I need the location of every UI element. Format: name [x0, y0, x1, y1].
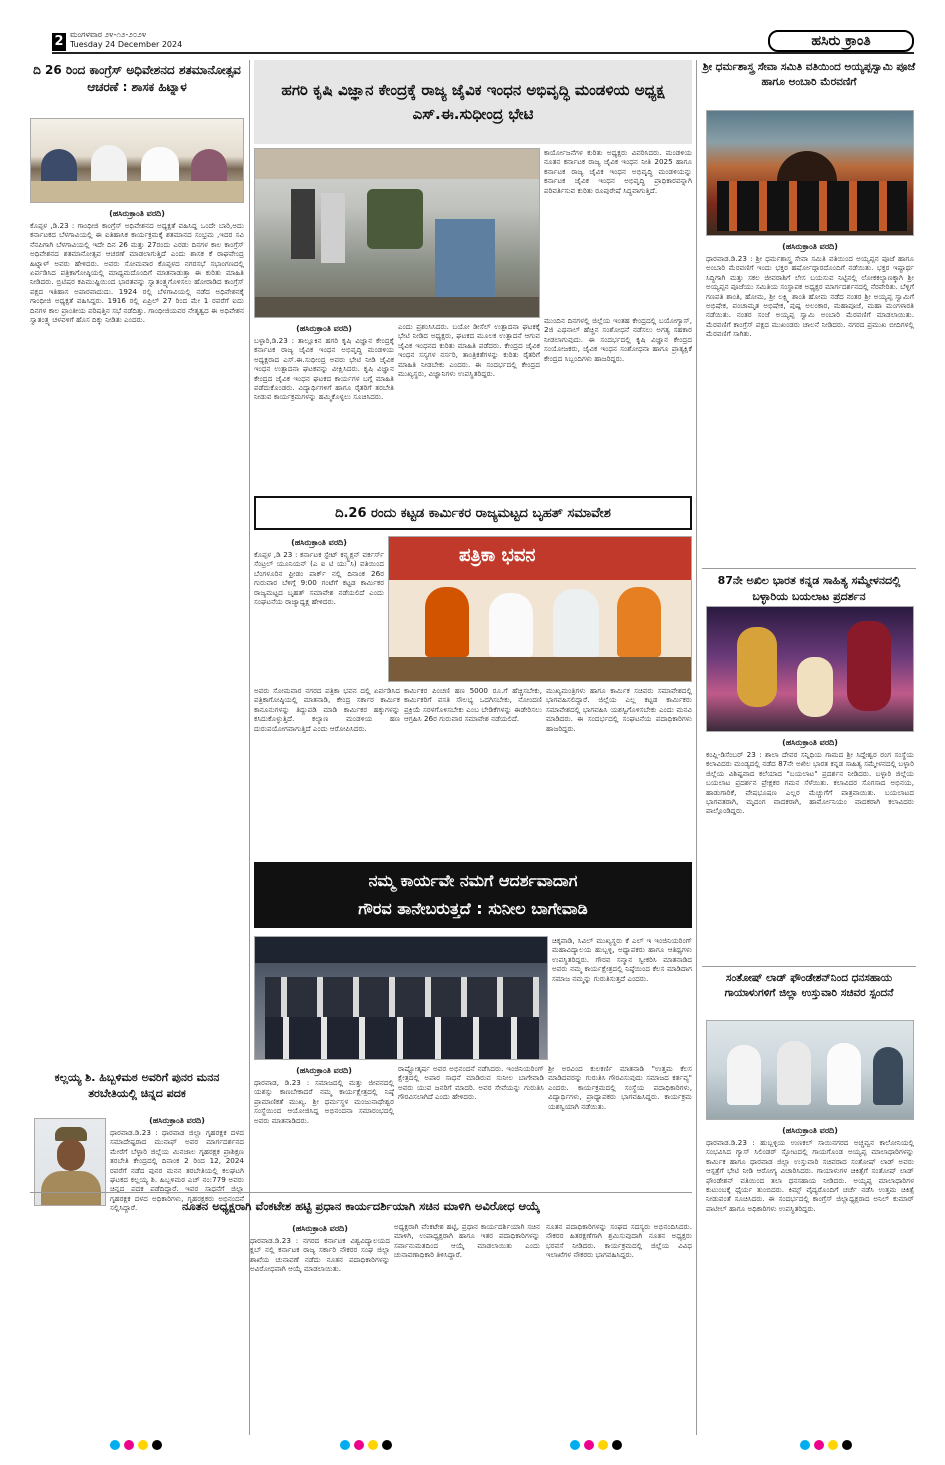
press-banner-text: ಪತ್ರಿಕಾ ಭವನ: [459, 545, 536, 566]
headline-medal: ಕಲ್ಲಯ್ಯ ಶಿ. ಹಿಬ್ಬಳಿಮಠ ಅವರಿಗೆ ಪುನರ ಮನನ ತರಬೇತಿಯಲ್ಲಿ ಚಿನ್ನದ ಪದಕ: [54, 1071, 220, 1100]
santosh-body: [706, 1124, 914, 1434]
byline-sunil: (ಹಸಿರುಕ್ರಾಂತಿ ವರದಿ): [296, 1066, 352, 1075]
body-venkatesh-2: ಅಧ್ಯಕ್ಷರಾಗಿ ವೆಂಕಟೇಶ ಹಟ್ಟಿ, ಪ್ರಧಾನ ಕಾರ್ಯದರ್ಶಿಯಾಗಿ ಸಚಿನ ಮಾಳಿಗಿ, ಉಪಾಧ್ಯಕ್ಷರಾಗಿ ಹಾಗೂ ಇತರ ಪದಾಧಿಕಾರಿಗಳನ್ನು ಸರ್ವಾನುಮತದಿಂದ ಆಯ್ಕೆ ಮಾಡಲಾಯಿತು ಎಂದು ಚುನಾವಣಾಧಿಕಾರಿ ತಿಳಿಸಿದ್ದಾರೆ.: [394, 1222, 540, 1260]
headline-biofuel-box: [254, 60, 692, 144]
body-labour-c1: ಅವರು ಸೋಮವಾರ ನಗರದ ಪತ್ರಿಕಾ ಭವನ ದಲ್ಲಿ ಏರ್ಪಡಿಸಿದ ಪತ್ರಿಕಾಗೋಷ್ಠಿಯಲ್ಲಿ ಮಾತನಾಡಿ, ಕೇಂದ್ರ ಸರ್ಕಾರ ಕಾರ್ಮಿಕ ಕಾನೂನುಗಳನ್ನು ತಿದ್ದುಪಡಿ ಮಾಡಿ ಕಾರ್ಮಿಕರ ಹಕ್ಕುಗಳನ್ನು ಕಸಿದುಕೊಳ್ಳುತ್ತಿದೆ. ಕಲ್ಯಾಣ ಮಂಡಳಿಯ ಹಣ ದುರುಪಯೋಗವಾಗುತ್ತಿದೆ ಎಂದು ಆರೋಪಿಸಿದರು.: [254, 686, 400, 733]
article-medal-body: [110, 1114, 244, 1128]
photo-meeting: [30, 118, 244, 203]
body-sunil-c1: ಧಾರವಾಡ, ಡಿ.23 : ಸಮಾಜದಲ್ಲಿ ಮತ್ತು ಜೀವನದಲ್ಲಿ ಯಶಸ್ಸು ಕಾಣಬೇಕಾದರೆ ನಮ್ಮ ಕಾರ್ಯಕ್ಷೇತ್ರದಲ್ಲಿ ನಿಷ್ಠೆ ಪ್ರಾಮಾಣಿಕತೆ ಮುಖ್ಯ. ಶ್ರೀ ಧರ್ಮಸ್ಥಳ ಮಂಜುನಾಥೇಶ್ವರ ಸಂಸ್ಥೆಯಿಂದ ಆಯೋಜಿಸಿದ್ದ ಅಭಿನಂದನಾ ಸಮಾರಂಭದಲ್ಲಿ ಅವರು ಮಾತನಾಡಿದರು.: [254, 1078, 394, 1125]
body-sunil-c2: ರಾಷ್ಟ್ರೋತ್ಕರ್ಷ ಅವರ ಅಭಿನಂದನೆ ನಡೆಸಿದರು. ಇಂಜಿನಿಯರಿಂಗ್ ಕ್ಷೇತ್ರದಲ್ಲಿ ಅಪಾರ ಸಾಧನೆ ಮಾಡಿರುವ ಸುನೀಲ ಬಾಗೇವಾಡಿ ಅವರು ಯುವ ಜನರಿಗೆ ಮಾದರಿ. ಅವರ ಸೇವೆಯನ್ನು ಗುರುತಿಸಿ ಗೌರವಿಸಲಾಗಿದೆ ಎಂದು ಹೇಳಿದರು.: [398, 1064, 544, 1102]
body-sunil-right: ಚಿಕ್ಕವಾಡಿ, ಸಿವಿಲ್ ಮುಖ್ಯಸ್ಥರು ಕೆ ಎಲ್ ಇ ಇಂಜಿನಿಯರಿಂಗ್ ಮಹಾವಿದ್ಯಾಲಯ ಹುಬ್ಬಳ್ಳಿ, ಅಧ್ಯಾಪಕರು ಹಾಗೂ ಆತಿಥ್ಯಗಳು ಉಪಸ್ಥಿತರಿದ್ದರು. ಗೌರವ ಸನ್ಮಾನ ಸ್ವೀಕರಿಸಿ ಮಾತನಾಡಿದ ಅವರು ನಮ್ಮ ಕಾರ್ಯಕ್ಷೇತ್ರದಲ್ಲಿ ನಿಷ್ಠೆಯಿಂದ ಕೆಲಸ ಮಾಡಿದಾಗ ಸಮಾಜ ನಮ್ಮನ್ನು ಗುರುತಿಸುತ್ತದೆ ಎಂದರು.: [552, 936, 692, 983]
byline-biofuel: (ಹಸಿರುಕ್ರಾಂತಿ ವರದಿ): [296, 324, 352, 333]
byline-santosh: (ಹಸಿರುಕ್ರಾಂತಿ ವರದಿ): [782, 1126, 838, 1135]
article-bayalata: [702, 568, 916, 605]
photo-bayalata: [706, 606, 914, 732]
banner-line-2: ಗೌರವ ತಾನೇಬರುತ್ತದೆ : ಸುನೀಲ ಬಾಗೇವಾಡಿ: [358, 899, 588, 918]
headline-biofuel: ಹಗರಿ ಕೃಷಿ ವಿಜ್ಞಾನ ಕೇಂದ್ರಕ್ಕೆ ರಾಜ್ಯ ಜೈವಿಕ ಇಂಧನ ಅಭಿವೃದ್ಧಿ ಮಂಡಳಿಯ ಅಧ್ಯಕ್ಷ ಎಸ್.ಈ.ಸುಧೀಂದ್ರ ಭೇಟಿ: [281, 81, 665, 123]
headline-labour: ದಿ.26 ರಂದು ಕಟ್ಟಡ ಕಾರ್ಮಿಕರ ರಾಜ್ಯಮಟ್ಟದ ಬೃಹತ್ ಸಮಾವೇಶ: [335, 505, 611, 521]
headline-ayyappa: ಶ್ರೀ ಧರ್ಮಶಾಸ್ತ್ರ ಸೇವಾ ಸಮಿತಿ ವತಿಯಿಂದ ಅಯ್ಯಪ್ಪಸ್ವಾಮಿ ಪೂಜೆ ಹಾಗೂ ಅಂಬಾರಿ ಮೆರವಣಿಗೆ: [702, 61, 916, 88]
banner-line-1: ನಮ್ಮ ಕಾರ್ಯವೇ ನಮಗೆ ಆದರ್ಶವಾದಾಗ: [368, 871, 578, 890]
labour-col-left: [254, 536, 384, 680]
body-ayyappa: ಧಾರವಾಡ.ಡಿ.23 : ಶ್ರೀ ಧರ್ಮಶಾಸ್ತ್ರ ಸೇವಾ ಸಮಿತಿ ವತಿಯಿಂದ ಅಯ್ಯಪ್ಪನ ಪೂಜೆ ಹಾಗೂ ಅಂಬಾರಿ ಮೆರವಣಿಗೆ ಇಂದು ಭಕ್ತರ ಹರ್ಷೋದ್ಗಾರದೊಂದಿಗೆ ನಡೆಯಿತು. ಭಕ್ತರ ಇಷ್ಟಾರ್ಥ ಸಿದ್ಧಿಗಾಗಿ ಮತ್ತು ಸಕಲ ಜೀವರಾಶಿಗೆ ಲೇಸ ಬಯಸುವ ನಿಟ್ಟಿನಲ್ಲಿ ಲೋಕಕಲ್ಯಾಣಕ್ಕಾಗಿ ಶ್ರೀ ಅಯ್ಯಪ್ಪನ ಪೂಜೆಯು ಸಮಿತಿಯ ಸಂಸ್ಥಾಪಕ ಅಧ್ಯಕ್ಷರ ಮಾರ್ಗದರ್ಶನದಲ್ಲಿ ನೆರವೇರಿತು. ಬೆಳ್ಳಿಗೆ ಗಣಪತಿ ಶಾಂತಿ, ಹೋಮ, ಶ್ರೀ ಲಕ್ಷ್ಮಿ ಶಾಂತಿ ಹೋಮ ನಡೆದ ನಂತರ ಶ್ರೀ ಅಯ್ಯಪ್ಪ ಸ್ವಾಮಿಗೆ ಅಭಿಷೇಕ, ಪಂಚಾಮೃತ ಅಭಿಷೇಕ, ಪುಷ್ಪ ಅಲಂಕಾರ, ಮಹಾಪೂಜೆ, ಮಹಾ ಮಂಗಳಾರತಿ ನಡೆಯಿತು. ನಂತರ ಸಂಜೆ ಅಯ್ಯಪ್ಪ ಸ್ವಾಮಿ ಅಂಬಾರಿ ಮೆರವಣಿಗೆ ಮಾಡಲಾಯಿತು. ಮೆರವಣಿಗೆ ಕಾಂಗ್ರೆಸ್ ಪಕ್ಷದ ಮುಖಂಡರು ಚಾಲನೆ ನೀಡಿದರು. ನಗರದ ಪ್ರಮುಖ ಬೀದಿಗಳಲ್ಲಿ ಮೆರವಣಿಗೆ ಸಾಗಿತು.: [706, 254, 914, 339]
registration-marks-4: [800, 1440, 852, 1450]
byline-bayalata: (ಹಸಿರುಕ್ರಾಂತಿ ವರದಿ): [782, 738, 838, 747]
body-medal: ಧಾರವಾಡ.ಡಿ.23 : ಧಾರವಾಡ ಜಿಲ್ಲಾ ಗೃಹರಕ್ಷಕ ದಳದ ಸಮಾದೇಷ್ಟರಾದ ಮುನಾಫ್ ಅವರ ಮಾರ್ಗದರ್ಶನದ ಮೇರೆಗೆ ಬೆಳ್ಳಾರಿ ಜಿಲ್ಲೆಯ ಮಿನಜಾಲ ಗೃಹರಕ್ಷಕ ಪ್ರಾಶಿಕ್ಷಣ ತರಬೇತಿ ಕೇಂದ್ರದಲ್ಲಿ ದಿನಾಂಕ 2 ರಿಂದ 12, 2024 ರವರೆಗೆ ನಡೆದ ಪುನರ ಮನನ ತರಬೇತಿಯಲ್ಲಿ ಕಲಘಟಗಿ ಘಟಕದ ಕಲ್ಲಯ್ಯ ಶಿ. ಹಿಬ್ಬಳಿಮಠ ಎಚ್ ನಂ:779 ಅವರು ಚಿನ್ನದ ಪದಕ ಪಡೆದಿದ್ದಾರೆ. ಇವರ ಸಾಧನೆಗೆ ಜಿಲ್ಲಾ ಗೃಹರಕ್ಷಕ ದಳದ ಅಧಿಕಾರಿಗಳು, ಗೃಹರಕ್ಷಕರು ಅಭಿನಂದನೆ ಸಲ್ಲಿಸಿದ್ದಾರೆ.: [110, 1128, 244, 1213]
registration-marks-3: [570, 1440, 622, 1450]
biofuel-col-right: [544, 148, 692, 486]
page-number: 2: [52, 33, 66, 51]
article-congress-body: [30, 207, 244, 1054]
registration-marks-2: [340, 1440, 392, 1450]
body-biofuel-mid: ಎಂದು ಪ್ರಶಂಸಿಸಿದರು. ಬಯೋ ಡೀಸೆಲ್ ಉತ್ಪಾದನಾ ಘಟಕಕ್ಕೆ ಭೇಟಿ ನೀಡಿದ ಅಧ್ಯಕ್ಷರು, ಘಟಕದ ಮೂಲಕ ಉತ್ಪಾದನೆ ಆಗುವ ಜೈವಿಕ ಇಂಧನದ ಕುರಿತು ಮಾಹಿತಿ ಪಡೆದರು. ಕೇಂದ್ರದ ಜೈವಿಕ ಇಂಧನ ಸಸ್ಯಗಳ ನರ್ಸರಿ, ತಾಂತ್ರಿಕತೆಗಳನ್ನು ಕುರಿತು ರೈತರಿಗೆ ಮಾಹಿತಿ ನೀಡಬೇಕು ಎಂದರು. ಈ ಸಂದರ್ಭದಲ್ಲಿ ಕೇಂದ್ರದ ಮುಖ್ಯಸ್ಥರು, ವಿಜ್ಞಾನಿಗಳು ಉಪಸ್ಥಿತರಿದ್ದರು.: [398, 322, 540, 379]
photo-hospital-visit: [706, 1020, 914, 1120]
biofuel-col-left: [254, 322, 394, 486]
date-local: ಮಂಗಳವಾರ ೨೪-೧೨-೨೦೨೪: [70, 30, 147, 39]
banner-sunil: [254, 862, 692, 928]
body-labour-c3: ಮುಖ್ಯಮಂತ್ರಿಗಳು ಹಾಗೂ ಕಾರ್ಮಿಕ ಸಚಿವರು ಸಮಾವೇಶದಲ್ಲಿ ಭಾಗವಹಿಸಲಿದ್ದಾರೆ. ಜಿಲ್ಲೆಯ ಎಲ್ಲ ಕಟ್ಟಡ ಕಾರ್ಮಿಕರು ಸಮಾವೇಶದಲ್ಲಿ ಭಾಗವಹಿಸಿ ಯಶಸ್ವಿಗೊಳಿಸಬೇಕು ಎಂದು ಮನವಿ ಮಾಡಿದರು. ಈ ಸಂದರ್ಭದಲ್ಲಿ ಸಂಘಟನೆಯ ಪದಾಧಿಕಾರಿಗಳು ಹಾಜರಿದ್ದರು.: [546, 686, 692, 733]
byline-venkatesh: (ಹಸಿರುಕ್ರಾಂತಿ ವರದಿ): [292, 1224, 348, 1233]
body-bayalata: ಕಂಪ್ಲಿ-ಡಿಸೆಂಬರ್ 23 : ಶಾಲಾ ದೇವರ ಸನ್ನಿಧಿಯ ಗಾಮದ ಶ್ರೀ ಸಿದ್ದೇಶ್ವರ ರಂಗ ಸಂಸ್ಥೆಯ ಕಲಾವಿದರು ಮಂಡ್ಯದಲ್ಲಿ ನಡೆದ 87ನೇ ಅಖಿಲ ಭಾರತ ಕನ್ನಡ ಸಾಹಿತ್ಯ ಸಮ್ಮೇಳನದಲ್ಲಿ ಬಳ್ಳಾರಿ ಜಿಲ್ಲೆಯ ವಿಶಿಷ್ಟವಾದ ಕಲೆಯಾದ "ಬಯಲಾಟ" ಪ್ರದರ್ಶನ ನೀಡಿದರು. ಬಳ್ಳಾರಿ ಜಿಲ್ಲೆಯ ಬಯಲಾಟ ಪ್ರದರ್ಶನ ಪ್ರೇಕ್ಷಕರ ಗಮನ ಸೆಳೆಯಿತು. ಕಲಾವಿದರ ಸೊಗಸಾದ ಅಭಿನಯ, ಹಾಡುಗಾರಿಕೆ, ವೇಷಭೂಷಣ ಎಲ್ಲರ ಮೆಚ್ಚುಗೆಗೆ ಪಾತ್ರವಾಯಿತು. ಬಯಲಾಟದ ಭಾಗವತರಾಗಿ, ಮೃದಂಗ ವಾದಕರಾಗಿ, ಹಾರ್ಮೋನಿಯಂ ವಾದಕರಾಗಿ ಕಲಾವಿದರು ಪಾಲ್ಗೊಂಡಿದ್ದರು.: [706, 750, 914, 816]
article-congress: [30, 62, 244, 96]
body-congress: ಕೊಪ್ಪಳ ,ಡಿ.23 : ಗಾಂಧೀಜಿ ಕಾಂಗ್ರೆಸ್ ಅಧಿವೇಶನದ ಅಧ್ಯಕ್ಷತೆ ವಹಿಸಿದ್ದ ಒಂದೇ ಬಾರಿ,ಅದು ಕರ್ನಾಟಕದ ಬೆಳಗಾವಿಯಲ್ಲಿ ಈ ಐತಿಹಾಸಿಕ ಕಾರ್ಯಕ್ರಮಕ್ಕೆ ಶತಮಾನದ ಸಂಭ್ರಮ ,ಇದರ ಸವಿ ನೆನಪಿಗಾಗಿ ಬೆಳಗಾವಿಯಲ್ಲಿ ಇದೇ ದಿನ 26 ಮತ್ತು 27ರಂದು ಎರಡು ದಿನಗಳ ಕಾಲ ಕಾಂಗ್ರೆಸ್ ಅಧಿವೇಶನದ ಶತಮಾನೋತ್ಸವ ಆಚರಣೆ ಮಾಡಲಾಗುತ್ತಿದೆ ಎಂದು ಶಾಸಕ ಕೆ ರಾಘವೇಂದ್ರ ಹಿಟ್ನಾಳ್ ಅವರು ಹೇಳಿದರು. ಅವರು ಸೋಮವಾರ ಕೊಪ್ಪಳದ ನಗರಸಭೆ ಸಭಾಂಗಣದಲ್ಲಿ ಏರ್ಪಡಿಸಿದ ಪತ್ರಿಕಾಗೋಷ್ಠಿಯಲ್ಲಿ ಮಾಧ್ಯಮದೊಂದಿಗೆ ಮಾತನಾಡುತ್ತಾ ಈ ಕುರಿತು ಮಾಹಿತಿ ನೀಡಿದರು. ಬ್ರಿಟಿಷರ ಕಪಿಮುಷ್ಟಿಯಿಂದ ಭಾರತವನ್ನು ಸ್ವಾತಂತ್ರ್ಯಗೊಳಿಸಲು ಹೋರಾಡಿದ ಕಾಂಗ್ರೆಸ್ ಪಕ್ಷದ ಇತಿಹಾಸ ಅಪಾರವಾದುದು. 1924 ರಲ್ಲಿ ಬೆಳಗಾವಿಯಲ್ಲಿ ನಡೆದ ಅಧಿವೇಶನಕ್ಕೆ ಗಾಂಧೀಜಿ ಅಧ್ಯಕ್ಷತೆ ವಹಿಸಿದ್ದರು. 1916 ರಲ್ಲಿ ಏಪ್ರಿಲ್ 27 ರಿಂದ ಮೇ 1 ರವರೆಗೆ ಐದು ದಿನಗಳ ಕಾಲ ಪ್ರಾಂತೀಯ ಪರಿಷತ್ತಿನ ಸಭೆ ನಡೆದಿತ್ತು. ಗಾಂಧೀಜಿಯವರ ನೇತೃತ್ವದ ಈ ಅಧಿವೇಶನ ಸ್ವಾತಂತ್ರ್ಯ ಚಳವಳಿಗೆ ಹೊಸ ದಿಕ್ಕು ನೀಡಿತು ಎಂದರು.: [30, 221, 244, 325]
photo-biofuel-lab: [254, 148, 540, 318]
headline-venkatesh: ನೂತನ ಅಧ್ಯಕ್ಷರಾಗಿ ವೆಂಕಟೇಶ ಹಟ್ಟಿ ಪ್ರಧಾನ ಕಾರ್ಯದರ್ಶಿಯಾಗಿ ಸಚಿನ ಮಾಳಿಗಿ ಅವಿರೋಧ ಆಯ್ಕೆ: [181, 1199, 541, 1213]
body-venkatesh-3: ನೂತನ ಪದಾಧಿಕಾರಿಗಳನ್ನು ಸಂಘದ ಸದಸ್ಯರು ಅಭಿನಂದಿಸಿದರು. ನೌಕರರ ಹಿತರಕ್ಷಣೆಗಾಗಿ ಶ್ರಮಿಸುವುದಾಗಿ ನೂತನ ಅಧ್ಯಕ್ಷರು ಭರವಸೆ ನೀಡಿದರು. ಕಾರ್ಯಕ್ರಮದಲ್ಲಿ ಜಿಲ್ಲೆಯ ವಿವಿಧ ಇಲಾಖೆಗಳ ನೌಕರರು ಭಾಗವಹಿಸಿದ್ದರು.: [546, 1222, 692, 1260]
venkatesh-col-1: [250, 1222, 390, 1426]
photo-procession: [706, 110, 914, 236]
photo-press-meet: [388, 536, 692, 682]
byline-labour: (ಹಸಿರುಕ್ರಾಂತಿ ವರದಿ): [291, 538, 347, 547]
brand-title: ಹಸಿರು ಕ್ರಾಂತಿ: [768, 30, 914, 52]
body-biofuel-r1: ಕಾರ್ಯೋಜನೆಗಳ ಕುರಿತು ಅಧ್ಯಕ್ಷರು ವಿವರಿಸಿದರು. ಮಂಡಳಿಯ ನೂತನ ಕರ್ನಾಟಕ ರಾಜ್ಯ ಜೈವಿಕ ಇಂಧನ ನೀತಿ 2025 ಹಾಗೂ ಕರ್ನಾಟಕ ರಾಜ್ಯ ಜೈವಿಕ ಇಂಧನ ಅಭಿವೃದ್ಧಿ ಮಂಡಳಿಯನ್ನು ಕರ್ನಾಟಕ ಜೈವಿಕ ಇಂಧನ ಅಭಿವೃದ್ಧಿ ಪ್ರಾಧಿಕಾರವನ್ನಾಗಿ ಪರಿವರ್ತಿಸುವ ಕುರಿತು ರೂಪುರೇಷೆ ಸಿದ್ಧವಾಗುತ್ತಿದೆ.: [544, 148, 692, 195]
venkatesh-headline-box: [30, 1192, 692, 1220]
body-labour-top: ಕೊಪ್ಪಳ ,ಡಿ 23 : ಕರ್ನಾಟಕ ಸ್ಟೇಟ್ ಕನ್ಸ್ಟ್ರಕ್ಷನ್ ವರ್ಕರ್ಸ್ ಸೆಂಟ್ರಲ್ ಯೂನಿಯನ್ (ಎ ಐ ಟಿ ಯು ಸಿ) ವತಿಯಿಂದ ಬೆಂಗಳೂರಿನ ಫ್ರೀಡಂ ಪಾರ್ಕ್ ನಲ್ಲಿ ದಿನಾಂಕ 26ರ ಗುರುವಾರ ಬೆಳಿಗ್ಗೆ 9:00 ಗಂಟೆಗೆ ಕಟ್ಟಡ ಕಾರ್ಮಿಕರ ರಾಜ್ಯಮಟ್ಟದ ಬೃಹತ್ ಸಮಾವೇಶ ನಡೆಯಲಿದೆ ಎಂದು ಸಂಘಟನೆಯ ರಾಜ್ಯಾಧ್ಯಕ್ಷ ಹೇಳಿದರು.: [254, 550, 384, 607]
headline-bayalata: 87ನೇ ಅಖಿಲ ಭಾರತ ಕನ್ನಡ ಸಾಹಿತ್ಯ ಸಮ್ಮೇಳನದಲ್ಲಿ ಬಳ್ಳಾರಿಯ ಬಯಲಾಟ ಪ್ರದರ್ಶನ: [717, 574, 901, 603]
registration-marks-1: [110, 1440, 162, 1450]
column-rule-right: [696, 60, 697, 1435]
bayalata-body: [706, 736, 914, 970]
byline-medal: (ಹಸಿರುಕ್ರಾಂತಿ ವರದಿ): [149, 1116, 205, 1125]
ayyappa-body: [706, 240, 914, 564]
labour-headline-box: [254, 496, 692, 530]
article-ayyappa: [702, 60, 916, 90]
masthead: [52, 30, 914, 54]
body-biofuel-r2: ಮುಂದಿನ ದಿನಗಳಲ್ಲಿ ಜಿಲ್ಲೆಯ ಇಂತಹ ಕೇಂದ್ರದಲ್ಲಿ ಬಯೋಗ್ಯಾಸ್, 2ಜಿ ಎಥನಾಲ್ ಹೆಚ್ಚಿನ ಸಂಶೋಧನೆ ನಡೆಸಲು ಅಗತ್ಯ ಸಹಕಾರ ನೀಡಲಾಗುವುದು. ಈ ಸಂದರ್ಭದಲ್ಲಿ ಕೃಷಿ ವಿಜ್ಞಾನ ಕೇಂದ್ರದ ಸಂಯೋಜಕರು, ಜೈವಿಕ ಇಂಧನ ಸಂಶೋಧನಾ ಹಾಗೂ ಪ್ರಾತ್ಯಕ್ಷಿಕೆ ಕೇಂದ್ರದ ಸಿಬ್ಬಂದಿಗಳು ಹಾಜರಿದ್ದರು.: [544, 316, 692, 363]
body-labour-c2: ಕಾರ್ಮಿಕರ ಪಿಂಚಣಿ ಹಣ 5000 ರೂ.ಗೆ ಹೆಚ್ಚಿಸಬೇಕು, ಕಾರ್ಮಿಕರಿಗೆ ವಸತಿ ಸೌಲಭ್ಯ ಒದಗಿಸಬೇಕು, ನೋಂದಣಿ ಪ್ರಕ್ರಿಯೆ ಸರಳಗೊಳಿಸಬೇಕು ಎಂಬ ಬೇಡಿಕೆಗಳನ್ನು ಈಡೇರಿಸಲು ಆಗ್ರಹಿಸಿ 26ರ ಗುರುವಾರ ಸಮಾವೇಶ ನಡೆಯಲಿದೆ.: [404, 686, 542, 724]
sunil-col-1: [254, 1064, 394, 1186]
headline-congress: ದಿ 26 ರಿಂದ ಕಾಂಗ್ರೆಸ್ ಅಧಿವೇಶನದ ಶತಮಾನೋತ್ಸವ ಆಚರಣೆ : ಶಾಸಕ ಹಿಟ್ನಾಳ: [33, 63, 241, 94]
body-santosh: ಧಾರವಾಡ.ಡಿ.23 : ಹುಬ್ಬಳ್ಳಿಯ ಉಣಕಲ್ ಸಾಯಿನಗರದ ಅಚ್ಚವ್ವನ ಕಾಲೋನಿಯಲ್ಲಿ ಸಂಭವಿಸಿದ ಗ್ಯಾಸ್ ಸಿಲಿಂಡರ್ ಸ್ಫೋಟದಲ್ಲಿ ಗಾಯಗೊಂಡ ಅಯ್ಯಪ್ಪ ಮಾಲಾಧಾರಿಗಳನ್ನು ಕಾರ್ಮಿಕ ಹಾಗೂ ಧಾರವಾಡ ಜಿಲ್ಲಾ ಉಸ್ತುವಾರಿ ಸಚಿವರಾದ ಸಂತೋಷ್ ಲಾಡ್ ಅವರು ಆಸ್ಪತ್ರೆಗೆ ಭೇಟಿ ನೀಡಿ ಆರೋಗ್ಯ ವಿಚಾರಿಸಿದರು. ಗಾಯಾಳುಗಳ ಚಿಕಿತ್ಸೆಗೆ ಸಂತೋಷ್ ಲಾಡ್ ಫೌಂಡೇಶನ್ ವತಿಯಿಂದ ತಲಾ ಧನಸಹಾಯ ನೀಡಿದರು. ಅಯ್ಯಪ್ಪ ಮಾಲಾಧಾರಿಗಳ ಕುಟುಂಬಕ್ಕೆ ಧೈರ್ಯ ತುಂಬಿದರು. ಕಿಮ್ಸ್ ವೈದ್ಯರೊಂದಿಗೆ ಚರ್ಚೆ ನಡೆಸಿ ಉತ್ತಮ ಚಿಕಿತ್ಸೆ ನೀಡುವಂತೆ ಸೂಚಿಸಿದರು. ಈ ಸಂದರ್ಭದಲ್ಲಿ ಕಾಂಗ್ರೆಸ್ ಜಿಲ್ಲಾಧ್ಯಕ್ಷರಾದ ಅನಿಲ್ ಕುಮಾರ್ ಪಾಟೀಲ್ ಹಾಗೂ ಅಧಿಕಾರಿಗಳು ಉಪಸ್ಥಿತರಿದ್ದರು.: [706, 1138, 914, 1213]
article-santosh: [702, 966, 916, 1001]
body-sunil-c3: ಶ್ರೀ ಅರವಿಂದ ಕುಲಕರ್ಣಿ ಮಾತನಾಡಿ "ಉತ್ತಮ ಕೆಲಸ ಮಾಡಿದವರನ್ನು ಗುರುತಿಸಿ ಗೌರವಿಸುವುದು ಸಮಾಜದ ಕರ್ತವ್ಯ" ಎಂದರು. ಕಾರ್ಯಕ್ರಮದಲ್ಲಿ ಸಂಸ್ಥೆಯ ಪದಾಧಿಕಾರಿಗಳು, ವಿದ್ಯಾರ್ಥಿಗಳು, ಪ್ರಾಧ್ಯಾಪಕರು ಭಾಗವಹಿಸಿದ್ದರು. ಕಾರ್ಯಕ್ರಮ ಯಶಸ್ವಿಯಾಗಿ ನಡೆಯಿತು.: [548, 1064, 692, 1111]
body-biofuel-left: ಬಳ್ಳಾರಿ,ಡಿ.23 : ತಾಲ್ಲೂಕಿನ ಹಗರಿ ಕೃಷಿ ವಿಜ್ಞಾನ ಕೇಂದ್ರಕ್ಕೆ ಕರ್ನಾಟಕ ರಾಜ್ಯ ಜೈವಿಕ ಇಂಧನ ಅಭಿವೃದ್ಧಿ ಮಂಡಳಿಯ ಅಧ್ಯಕ್ಷರಾದ ಎಸ್.ಈ.ಸುಧೀಂದ್ರ ಅವರು ಭೇಟಿ ನೀಡಿ ಜೈವಿಕ ಇಂಧನ ಉತ್ಪಾದನಾ ಘಟಕವನ್ನು ವೀಕ್ಷಿಸಿದರು. ಕೃಷಿ ವಿಜ್ಞಾನ ಕೇಂದ್ರದ ಜೈವಿಕ ಇಂಧನ ಘಟಕದ ಕಾರ್ಯಗಳ ಬಗ್ಗೆ ಮಾಹಿತಿ ಪಡೆದುಕೊಂಡರು. ವಿದ್ಯಾರ್ಥಿಗಳಿಗೆ ಹಾಗೂ ರೈತರಿಗೆ ತರಬೇತಿ ನೀಡುವ ಕಾರ್ಯಕ್ರಮಗಳನ್ನು ಹಮ್ಮಿಕೊಳ್ಳಲು ಸೂಚಿಸಿದರು.: [254, 336, 394, 402]
photo-group: [254, 936, 548, 1060]
byline-congress: (ಹಸಿರುಕ್ರಾಂತಿ ವರದಿ): [109, 209, 165, 218]
body-venkatesh-1: ಧಾರವಾಡ.ಡಿ.23 : ನಗರದ ಕರ್ನಾಟಕ ವಿಶ್ವವಿದ್ಯಾಲಯದ ಕ್ಲಬ್ ನಲ್ಲಿ ಕರ್ನಾಟಕ ರಾಜ್ಯ ಸರ್ಕಾರಿ ನೌಕರರ ಸಂಘ ಜಿಲ್ಲಾ ಶಾಖೆಯ ಚುನಾವಣೆ ನಡೆದು ನೂತನ ಪದಾಧಿಕಾರಿಗಳನ್ನು ಅವಿರೋಧವಾಗಿ ಆಯ್ಕೆ ಮಾಡಲಾಯಿತು.: [250, 1236, 390, 1274]
headline-santosh: ಸಂತೋಷ್ ಲಾಡ್ ಫೌಂಡೇಶನ್‌ನಿಂದ ಧನಸಹಾಯ ಗಾಯಾಳುಗಳಿಗೆ ಜಿಲ್ಲಾ ಉಸ್ತುವಾರಿ ಸಚಿವರ ಸ್ಪಂದನೆ: [724, 972, 894, 999]
date-english: Tuesday 24 December 2024: [70, 40, 183, 49]
date-line: [70, 30, 182, 50]
article-medal: [30, 1070, 244, 1102]
byline-ayyappa: (ಹಸಿರುಕ್ರಾಂತಿ ವರದಿ): [782, 242, 838, 251]
